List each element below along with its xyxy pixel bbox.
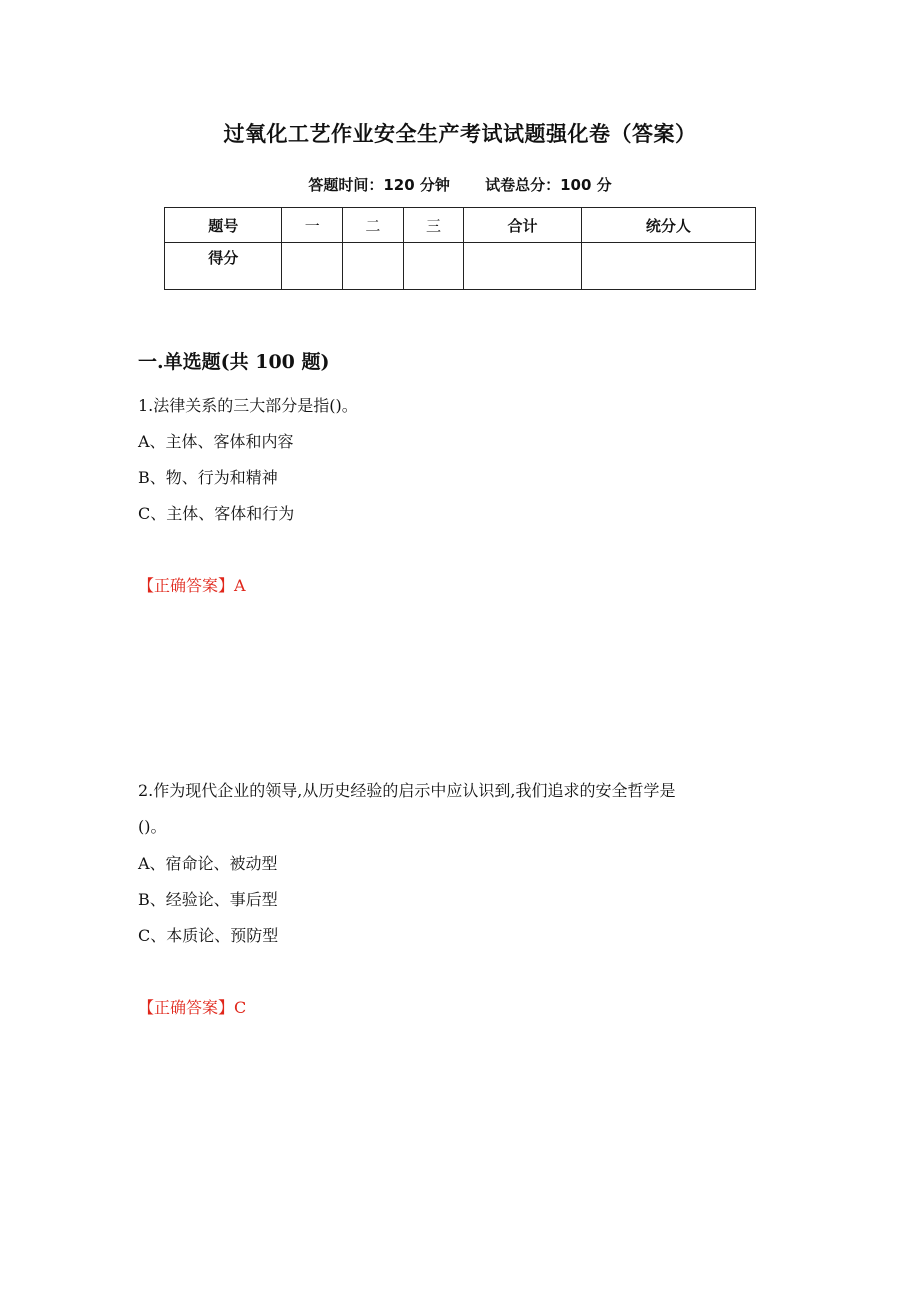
score-header-cell: 一 bbox=[282, 208, 343, 243]
score-header-cell: 合计 bbox=[464, 208, 581, 243]
exam-meta bbox=[0, 174, 920, 195]
score-input-cell bbox=[343, 243, 404, 290]
score-input-cell bbox=[282, 243, 343, 290]
question-option: A、宿命论、被动型 bbox=[138, 854, 278, 873]
score-table-header-row bbox=[165, 208, 756, 243]
question-option: C、本质论、预防型 bbox=[138, 926, 279, 945]
document-title: 过氧化工艺作业安全生产考试试题强化卷（答案） bbox=[223, 122, 697, 146]
question-option: B、经验论、事后型 bbox=[138, 890, 278, 909]
correct-answer: 【正确答案】A bbox=[138, 576, 246, 595]
score-input-cell bbox=[581, 243, 755, 290]
score-header-cell: 题号 bbox=[165, 208, 282, 243]
exam-total-score: 试卷总分：100 分 bbox=[485, 176, 612, 194]
score-table bbox=[164, 207, 756, 290]
score-header-cell: 二 bbox=[343, 208, 404, 243]
question-option: A、主体、客体和内容 bbox=[138, 432, 294, 451]
score-input-cell bbox=[403, 243, 464, 290]
question-option: C、主体、客体和行为 bbox=[138, 504, 295, 523]
score-header-cell: 统分人 bbox=[581, 208, 755, 243]
question-stem: ()。 bbox=[138, 817, 167, 836]
correct-answer: 【正确答案】C bbox=[138, 998, 247, 1017]
question-stem: 2.作为现代企业的领导,从历史经验的启示中应认识到,我们追求的安全哲学是 bbox=[138, 781, 676, 800]
score-row-label: 得分 bbox=[165, 243, 282, 290]
section-title: 一.单选题(共 100 题) bbox=[138, 351, 330, 373]
score-header-cell: 三 bbox=[403, 208, 464, 243]
score-table-score-row bbox=[165, 243, 756, 290]
question-option: B、物、行为和精神 bbox=[138, 468, 278, 487]
score-input-cell bbox=[464, 243, 581, 290]
question-stem: 1.法律关系的三大部分是指()。 bbox=[138, 396, 358, 415]
exam-time: 答题时间：120 分钟 bbox=[308, 176, 450, 194]
